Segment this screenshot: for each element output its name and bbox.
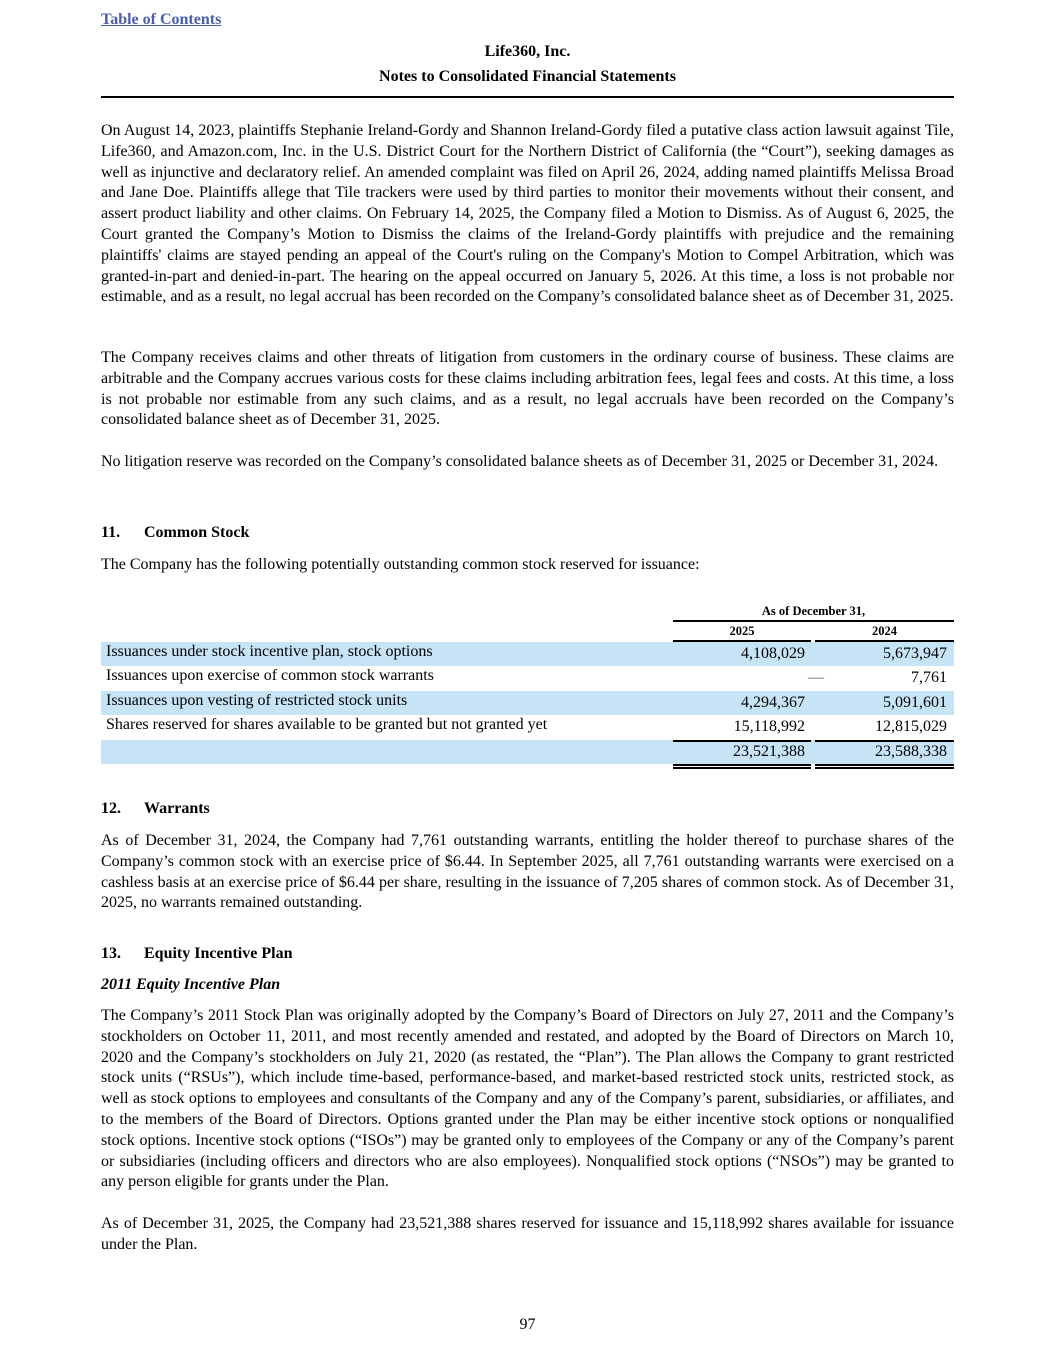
- paragraph-plan-2: As of December 31, 2025, the Company had 23,521,388 shares reserved for issuance and 15,118,992 shares available for issuance under the Plan.: [101, 1215, 954, 1253]
- page-number: 97: [519, 1316, 536, 1333]
- row-label: Shares reserved for shares available to be granted but not granted yet: [106, 716, 548, 733]
- section-heading-common-stock: [101, 524, 249, 542]
- table-row: [101, 715, 954, 739]
- double-rule-2024-a: [815, 764, 954, 766]
- section-heading-equity-incentive-plan: [101, 945, 292, 963]
- section-number: 11.: [101, 524, 121, 541]
- section-title: Equity Incentive Plan: [144, 945, 293, 962]
- paragraph-plan-1: The Company’s 2011 Stock Plan was originally adopted by the Company’s Board of Directors on July 27, 2011 and the Company’s stockholders on October 11, 2011, and most recently amended and restated, and adopted by the Board of Directors on March 10, 2020 and the Company’s stockholders on July 21, 2020 (as restated, the “Plan”). The Plan allows the Company to grant restricted stock units (“RSUs”), which include time-based, performance-based, and market-based restricted stock units, restricted stock, as well as stock options to employees and consultants of the Company and any of the Company’s parent, subsidiaries, or affiliates, and to the members of the Board of Directors. Options granted under the Plan may be either incentive stock options or nonqualified stock options. Incentive stock options (“ISOs”) may be granted only to employees of the Company or any of the Company’s parent or subsidiaries (including officers and directors who are also employees). Nonqualified stock options (“NSOs”) may be granted to any person eligible for grants under the Plan.: [101, 1007, 954, 1191]
- table-row: [101, 642, 954, 666]
- page-title: Notes to Consolidated Financial Statements: [379, 68, 676, 85]
- section-title: Warrants: [144, 800, 210, 817]
- value-2025: 15,118,992: [733, 718, 805, 735]
- subtotal-rule-2025: [673, 740, 811, 742]
- column-header-2025: 2025: [729, 624, 755, 638]
- value-2024: 5,091,601: [883, 694, 947, 711]
- paragraph-warrants: As of December 31, 2024, the Company had 7,761 outstanding warrants, entitling the holder thereof to purchase shares of the Company’s common stock with an exercise price of $6.44. In September 2025, all 7,761 outstanding warrants were exercised on a cashless basis at an exercise price of $6.44 per share, resulting in the issuance of 7,205 shares of common stock. As of December 31, 2025, no warrants remained outstanding.: [101, 832, 954, 912]
- table-row: [101, 691, 954, 715]
- table-header-rule: [673, 620, 954, 622]
- paragraph-litigation-1: On August 14, 2023, plaintiffs Stephanie Ireland-Gordy and Shannon Ireland-Gordy filed a putative class action lawsuit against Tile, Life360, and Amazon.com, Inc. in the U.S. District Court for the Northern District of California (the “Court”), seeking damages as well as injunctive and declaratory relief. An amended complaint was filed on April 26, 2024, adding named plaintiffs Melissa Broad and Jane Doe. Plaintiffs allege that Tile trackers were used by third parties to monitor their movements without their consent, and assert product liability and other claims. On February 14, 2025, the Company filed a Motion to Dismiss. As of August 6, 2025, the Court granted the Company’s Motion to Dismiss the claims of the Ireland-Gordy plaintiffs with prejudice and the remaining plaintiffs' claims are stayed pending an appeal of the Court's ruling on the Company's Motion to Compel Arbitration, which was granted-in-part and denied-in-part. The hearing on the appeal occurred on January 5, 2026. At this time, a loss is not probable nor estimable, and as a result, no legal accrual has been recorded on the Company’s consolidated balance sheet as of December 31, 2025.: [101, 122, 954, 306]
- section-number: 12.: [101, 800, 121, 817]
- total-2024: 23,588,338: [875, 743, 947, 760]
- total-2025: 23,521,388: [733, 743, 805, 760]
- paragraph-common-stock-intro: The Company has the following potentially outstanding common stock reserved for issuance:: [101, 556, 700, 573]
- double-rule-2025-b: [673, 767, 811, 769]
- double-rule-2025-a: [673, 764, 811, 766]
- section-title: Common Stock: [144, 524, 250, 541]
- column-header-2024: 2024: [872, 624, 897, 638]
- header-divider: [101, 96, 954, 98]
- table-of-contents-link[interactable]: Table of Contents: [101, 11, 222, 28]
- company-name: Life360, Inc.: [484, 43, 571, 60]
- paragraph-litigation-3: No litigation reserve was recorded on the Company’s consolidated balance sheets as of December 31, 2025 or December 31, 2024.: [101, 453, 939, 470]
- value-2025: 4,294,367: [741, 694, 805, 711]
- value-2025: 4,108,029: [741, 645, 805, 662]
- value-2025: —: [808, 669, 824, 686]
- row-label: Issuances under stock incentive plan, stock options: [106, 643, 433, 660]
- double-rule-2024-b: [815, 767, 954, 769]
- section-heading-warrants: [101, 800, 210, 818]
- value-2024: 12,815,029: [875, 718, 947, 735]
- row-label: Issuances upon vesting of restricted stock units: [106, 692, 408, 709]
- subsection-heading-2011-plan: 2011 Equity Incentive Plan: [101, 976, 281, 993]
- table-group-header: As of December 31,: [761, 604, 866, 618]
- paragraph-litigation-2: The Company receives claims and other threats of litigation from customers in the ordinary course of business. These claims are arbitrable and the Company accrues various costs for these claims including arbitration fees, legal fees and costs. At this time, a loss is not probable nor estimable from any such claims, and as a result, no legal accruals have been recorded on the Company’s consolidated balance sheet as of December 31, 2025.: [101, 349, 954, 429]
- row-label: Issuances upon exercise of common stock warrants: [106, 667, 434, 684]
- section-number: 13.: [101, 945, 121, 962]
- value-2024: 5,673,947: [883, 645, 947, 662]
- subtotal-rule-2024: [815, 740, 954, 742]
- value-2024: 7,761: [911, 669, 947, 686]
- table-row: [101, 666, 954, 690]
- table-total-row: [101, 740, 954, 764]
